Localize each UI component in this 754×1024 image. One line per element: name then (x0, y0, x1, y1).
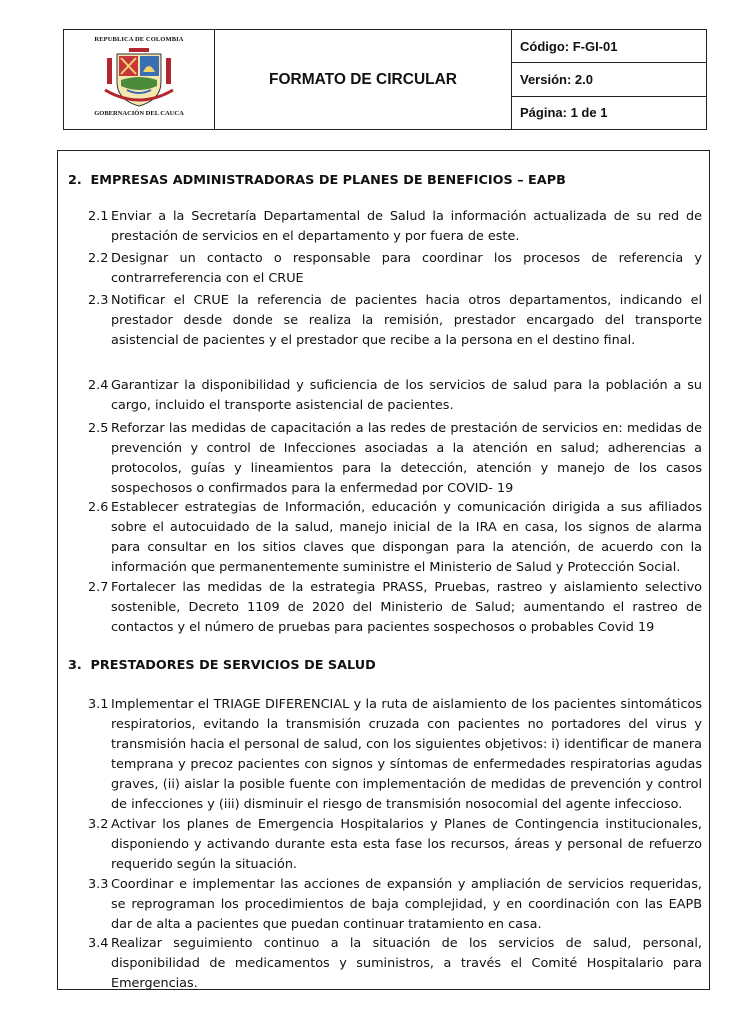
item-number: 2.3 (88, 293, 109, 308)
section-heading (68, 658, 376, 673)
section-number: 2. (68, 173, 82, 188)
list-item (88, 875, 702, 935)
meta-cell (512, 30, 706, 129)
item-text: Coordinar e implementar las acciones de expansión y ampliación de servicios requeridas, se reprograman los procedimientos de baja complejidad, y en coordinación con las EAPB dar de alta a pacientes que puedan continuar tratamiento en casa. (111, 877, 702, 932)
item-text: Garantizar la disponibilidad y suficiencia de los servicios de salud para la población a su cargo, incluido el transporte asistencial de pacientes. (111, 378, 702, 413)
section-title: PRESTADORES DE SERVICIOS DE SALUD (90, 658, 376, 673)
item-number: 2.4 (88, 378, 109, 393)
document-header (63, 29, 707, 130)
list-item (88, 291, 702, 351)
logo-cell (64, 30, 215, 129)
list-item (88, 207, 702, 247)
item-text: Activar los planes de Emergencia Hospitalarios y Planes de Contingencia institucionales, disponiendo y activando durante esta esta fase los recursos, áreas y personal de refuerzo requerido según la situación. (111, 817, 702, 872)
document-body (57, 150, 710, 990)
coat-of-arms-icon (103, 46, 175, 110)
list-item (88, 498, 702, 578)
document-title: FORMATO DE CIRCULAR (269, 70, 457, 88)
seal-bottom-text: GOBERNACIÓN DEL CAUCA (94, 110, 184, 117)
item-number: 2.2 (88, 251, 109, 266)
item-text: Fortalecer las medidas de la estrategia PRASS, Pruebas, rastreo y aislamiento selectivo sostenible, Decreto 1109 de 2020 del Ministerio de Salud; aumentando el rastreo de contactos y el número de pruebas para pacientes sospechosos o probables Covid 19 (111, 580, 702, 635)
item-number: 2.7 (88, 580, 109, 595)
item-text: Implementar el TRIAGE DIFERENCIAL y la ruta de aislamiento de los pacientes sintomáticos respiratorios, evitando la transmisión cruzada con pacientes no portadores del virus y transmisión hacia el personal de salud, con los siguientes objetivos: i) identificar de manera temprana y precoz pacientes con signos y síntomas de enfermedades respiratorias agudas graves, (ii) aislar la posible fuente con implementación de medidas de prevención y control de infecciones y (iii) disminuir el riesgo de transmisión nosocomial del agente infeccioso. (111, 697, 702, 812)
list-item (88, 815, 702, 875)
item-number: 3.3 (88, 877, 109, 892)
list-item (88, 249, 702, 289)
code-label: Código: F-GI-01 (520, 38, 618, 54)
item-number: 2.5 (88, 421, 109, 436)
item-text: Notificar el CRUE la referencia de pacientes hacia otros departamentos, indicando el prestador desde donde se realiza la remisión, prestador encargado del transporte asistencial de pacientes y el prestador que recibe a la persona en el destino final. (111, 293, 702, 348)
seal-top-text: REPUBLICA DE COLOMBIA (94, 36, 184, 43)
item-text: Realizar seguimiento continuo a la situación de los servicios de salud, personal, disponibilidad de medicamentos y suministros, a través el Comité Hospitalario para Emergencias. (111, 936, 702, 991)
list-item (88, 934, 702, 994)
item-text: Enviar a la Secretaría Departamental de Salud la información actualizada de su red de prestación de servicios en el departamento y por fuera de este. (111, 209, 702, 244)
item-text: Designar un contacto o responsable para coordinar los procesos de referencia y contrarreferencia con el CRUE (111, 251, 702, 286)
list-item (88, 695, 702, 815)
version-label: Versión: 2.0 (512, 62, 706, 95)
item-text: Reforzar las medidas de capacitación a las redes de prestación de servicios en: medidas de prevención y control de Infecciones asociadas a la atención en salud; adherencias a protocolos, guías y lineamientos para la detección, atención y manejo de los casos sospechosos o confirmados para la enfermedad por COVID- 19 (111, 421, 702, 496)
section-number: 3. (68, 658, 82, 673)
section-heading (68, 173, 566, 188)
section-title: EMPRESAS ADMINISTRADORAS DE PLANES DE BENEFICIOS – EAPB (90, 173, 566, 188)
item-number: 3.2 (88, 817, 109, 832)
item-number: 3.1 (88, 697, 109, 712)
item-number: 2.6 (88, 500, 109, 515)
list-item (88, 376, 702, 416)
title-cell (215, 30, 512, 129)
list-item (88, 419, 702, 499)
item-number: 2.1 (88, 209, 109, 224)
page-label: Página: 1 de 1 (512, 96, 706, 129)
list-item (88, 578, 702, 638)
item-text: Establecer estrategias de Información, educación y comunicación dirigida a sus afiliados sobre el autocuidado de la salud, manejo inicial de la IRA en casa, los signos de alarma para consultar en los sitios claves que dispongan para la atención, de acuerdo con la información que permanentemente suministre el Ministerio de Salud y Protección Social. (111, 500, 702, 575)
item-number: 3.4 (88, 936, 109, 951)
